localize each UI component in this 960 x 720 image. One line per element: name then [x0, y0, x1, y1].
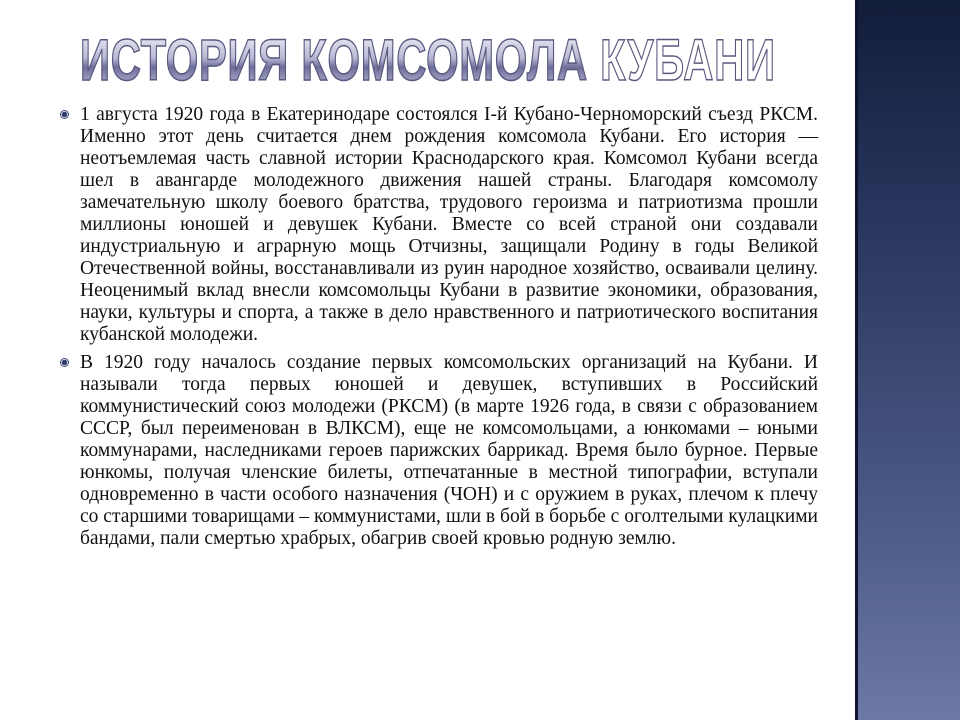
decorative-side-panel — [855, 0, 960, 720]
slide-body — [60, 104, 818, 556]
slide-title: ИСТОРИЯ КОМСОМОЛА КУБАНИ — [80, 28, 776, 93]
paragraph-text: В 1920 году началось создание первых комсомольских организаций на Кубани. И называли тогда первых юношей и девушек, вступивших в Российский коммунистический союз молодежи (РКСМ) (в марте 1926 года, в связи с образованием СССР, был переименован в ВЛКСМ), еще не комсомольцами, а юнкомами – юными коммунарами, наследниками героев парижских баррикад. Время было бурное. Первые юнкомы, получая членские билеты, отпечатанные в местной типографии, вступали одновременно в части особого назначения (ЧОН) и с оружием в руках, плечом к плечу со старшими товарищами – коммунистами, шли в бой в борьбе с оголтелыми кулацкими бандами, пали смертью храбрых, обагрив своей кровью родную землю. — [80, 352, 818, 549]
paragraph-text: 1 августа 1920 года в Екатеринодаре состоялся I-й Кубано-Черноморский съезд РКСМ. Именно этот день считается днем рождения комсомола Кубани. Его история — неотъемлемая часть славной истории Краснодарского края. Комсомол Кубани всегда шел в авангарде молодежного движения нашей страны. Благодаря комсомолу замечательную школу боевого братства, трудового героизма и патриотизма прошли миллионы юношей и девушек Кубани. Вместе со всей страной они создавали индустриальную и аграрную мощь Отчизны, защищали Родину в годы Великой Отечественной войны, восстанавливали из руин народное хозяйство, осваивали целину. Неоценимый вклад внесли комсомольцы Кубани в развитие экономики, образования, науки, культуры и спорта, а также в дело нравственного и патриотического воспитания кубанской молодежи. — [80, 104, 818, 345]
paragraph-2 — [60, 352, 818, 550]
bullet-icon — [60, 110, 69, 119]
bullet-icon — [60, 358, 69, 367]
paragraph-1 — [60, 104, 818, 346]
